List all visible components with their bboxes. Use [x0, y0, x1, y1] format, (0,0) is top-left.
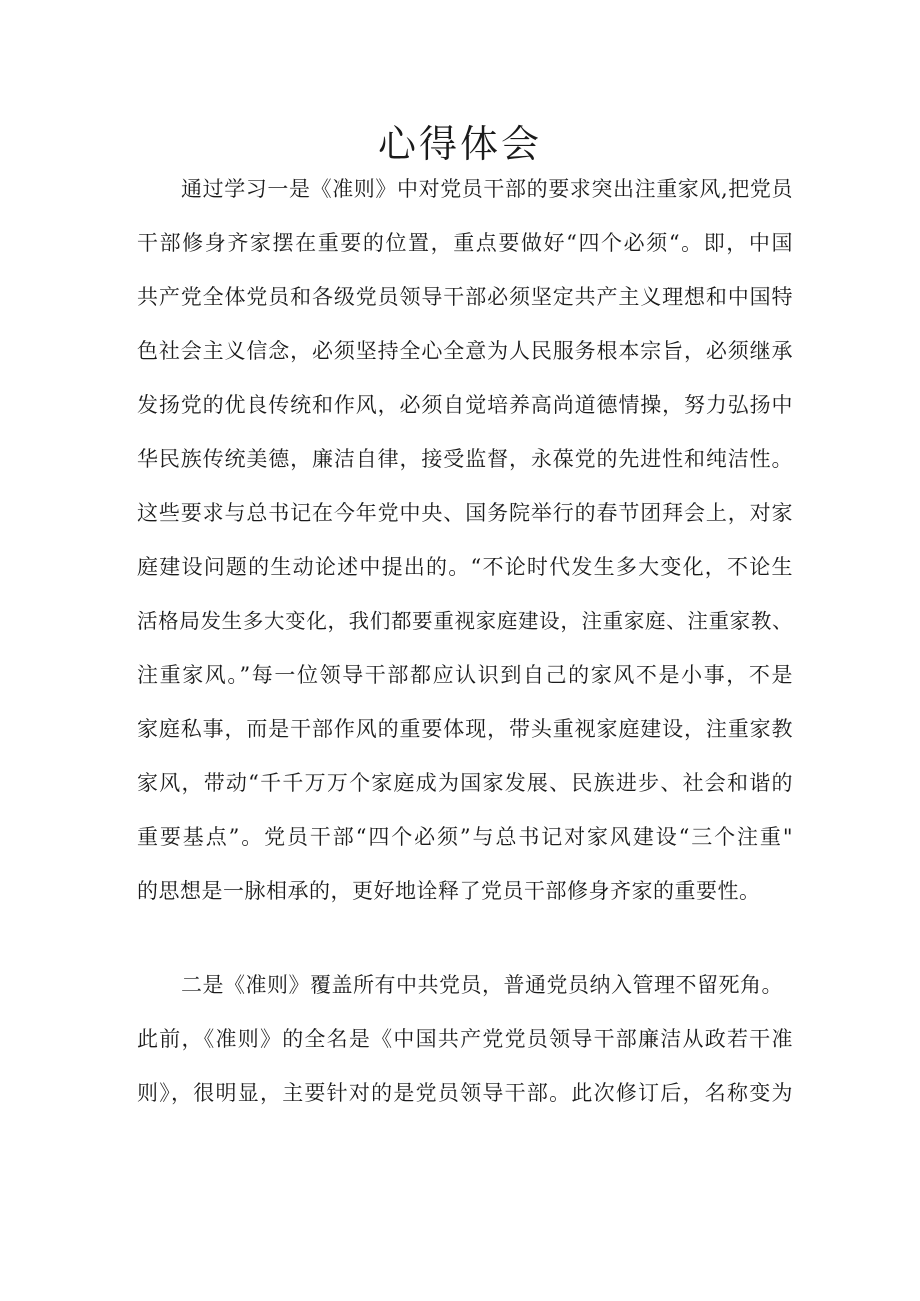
- text-line: 家风，带动“千千万万个家庭成为国家发展、民族进步、社会和谐的: [137, 771, 793, 795]
- text-line: 色社会主义信念，必须坚持全心全意为人民服务根本宗旨，必须继承: [137, 339, 793, 363]
- text-line: 则》，很明显，主要针对的是党员领导干部。此次修订后，名称变为: [137, 1081, 793, 1105]
- text-line: 通过学习一是《准则》中对党员干部的要求突出注重家风,把党员: [181, 177, 793, 201]
- paragraph-1: [137, 162, 793, 918]
- text-line: 华民族传统美德，廉洁自律，接受监督，永葆党的先进性和纯洁性。: [137, 447, 793, 471]
- text-line: 这些要求与总书记在今年党中央、国务院举行的春节团拜会上，对家: [137, 501, 793, 525]
- text-line: 二是《准则》覆盖所有中共党员，普通党员纳入管理不留死角。: [181, 973, 783, 997]
- text-line: 共产党全体党员和各级党员领导干部必须坚定共产主义理想和中国特: [137, 285, 793, 309]
- text-line: 干部修身齐家摆在重要的位置，重点要做好“四个必须“。即，中国: [137, 231, 793, 255]
- text-line: 发扬党的优良传统和作风，必须自觉培养高尚道德情操，努力弘扬中: [137, 393, 793, 417]
- text-line: 家庭私事，而是干部作风的重要体现，带头重视家庭建设，注重家教: [137, 717, 793, 741]
- text-line: 此前，《准则》的全名是《中国共产党党员领导干部廉洁从政若干准: [137, 1027, 793, 1051]
- text-line: 的思想是一脉相承的，更好地诠释了党员干部修身齐家的重要性。: [137, 879, 761, 903]
- paragraph-2: [137, 958, 793, 1120]
- document-title: 心得体会: [377, 122, 542, 166]
- text-line: 庭建设问题的生动论述中提出的。“不论时代发生多大变化，不论生: [137, 555, 793, 579]
- text-line: 注重家风。”每一位领导干部都应认识到自己的家风不是小事，不是: [137, 663, 793, 687]
- text-line: 活格局发生多大变化，我们都要重视家庭建设，注重家庭、注重家教、: [137, 609, 793, 633]
- text-line: 重要基点”。党员干部“四个必须”与总书记对家风建设“三个注重": [137, 825, 793, 849]
